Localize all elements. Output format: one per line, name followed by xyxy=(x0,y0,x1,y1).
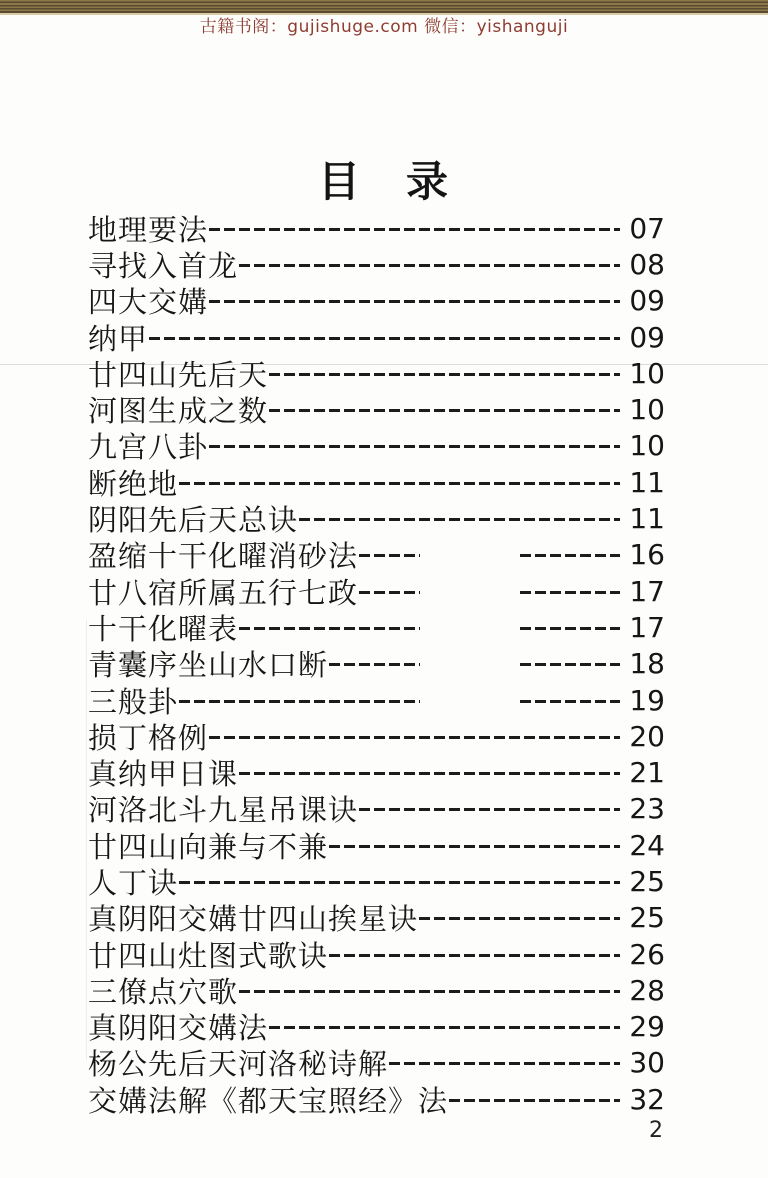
toc-entry-page: 07 xyxy=(629,211,665,245)
toc-entry-page: 11 xyxy=(629,465,665,499)
dash-leader xyxy=(179,482,620,485)
toc-entry-title: 河洛北斗九星吊课诀 xyxy=(88,793,359,828)
dash-leader xyxy=(209,300,620,303)
toc-row xyxy=(88,609,665,645)
toc-entry-page: 18 xyxy=(629,647,665,681)
toc-entry-page: 09 xyxy=(629,320,665,354)
dash-leader xyxy=(209,228,620,231)
leader-fade-gap xyxy=(421,591,519,592)
toc-list xyxy=(88,210,665,1117)
toc-entry-page: 08 xyxy=(629,247,665,281)
leader-fade-gap xyxy=(421,627,519,628)
dash-leader xyxy=(520,663,620,666)
dash-leader xyxy=(449,1099,620,1102)
dash-leader xyxy=(520,554,620,557)
toc-row xyxy=(88,718,665,754)
toc-row xyxy=(88,537,665,573)
page-title: 目 录 xyxy=(317,157,450,206)
dash-leader xyxy=(329,663,420,666)
site-watermark: 古籍书阁：gujishuge.com 微信：yishanguji xyxy=(199,17,569,37)
toc-entry-title: 廿四山向兼与不兼 xyxy=(88,829,329,864)
toc-entry-title: 寻找入首龙 xyxy=(88,248,239,283)
toc-entry-title: 四大交媾 xyxy=(88,285,209,320)
toc-row xyxy=(88,391,665,427)
dash-leader xyxy=(329,845,620,848)
dash-leader xyxy=(239,772,620,775)
toc-entry-title: 三僚点穴歌 xyxy=(88,974,239,1009)
toc-row xyxy=(88,1081,665,1117)
toc-entry-page: 29 xyxy=(629,1010,665,1044)
toc-row xyxy=(88,500,665,536)
toc-row xyxy=(88,791,665,827)
dash-leader xyxy=(239,990,620,993)
toc-row xyxy=(88,646,665,682)
toc-entry-title: 杨公先后天河洛秘诗解 xyxy=(88,1047,389,1082)
toc-entry-page: 20 xyxy=(629,719,665,753)
toc-entry-page: 17 xyxy=(629,610,665,644)
leader-fade-gap xyxy=(421,700,519,701)
dash-leader xyxy=(359,554,420,557)
dash-leader xyxy=(269,1026,620,1029)
toc-entry-page: 32 xyxy=(629,1082,665,1116)
dash-leader xyxy=(520,591,620,594)
toc-entry-title: 断绝地 xyxy=(88,466,179,501)
toc-entry-title: 三般卦 xyxy=(88,684,179,719)
toc-entry-page: 16 xyxy=(629,538,665,572)
toc-row xyxy=(88,319,665,355)
toc-entry-page: 30 xyxy=(629,1046,665,1080)
scan-artifact-vline xyxy=(86,620,87,1060)
toc-entry-title: 真纳甲日课 xyxy=(88,757,239,792)
toc-entry-page: 26 xyxy=(629,937,665,971)
toc-entry-title: 廿四山先后天 xyxy=(88,357,269,392)
leader-fade-gap xyxy=(421,663,519,664)
dash-leader xyxy=(359,808,620,811)
toc-entry-title: 河图生成之数 xyxy=(88,394,269,429)
toc-row xyxy=(88,972,665,1008)
toc-entry-title: 人丁诀 xyxy=(88,866,179,900)
toc-row xyxy=(88,355,665,391)
toc-entry-page: 25 xyxy=(629,864,665,898)
toc-entry-title: 青囊序坐山水口断 xyxy=(88,648,329,683)
toc-entry-title: 地理要法 xyxy=(88,212,209,247)
dash-leader xyxy=(359,591,420,594)
toc-entry-page: 28 xyxy=(629,973,665,1007)
dash-leader xyxy=(209,736,620,739)
toc-row xyxy=(88,827,665,863)
toc-entry-page: 09 xyxy=(629,284,665,318)
dash-leader xyxy=(520,700,620,703)
toc-entry-title: 交媾法解《都天宝照经》法 xyxy=(88,1083,449,1118)
toc-row xyxy=(88,210,665,246)
toc-row xyxy=(88,428,665,464)
dash-leader xyxy=(329,954,620,957)
toc-entry-title: 真阴阳交媾廿四山挨星诀 xyxy=(88,902,419,937)
dash-leader xyxy=(179,700,420,703)
dash-leader xyxy=(239,627,420,630)
toc-entry-page: 10 xyxy=(629,356,665,390)
toc-row xyxy=(88,283,665,319)
dash-leader xyxy=(239,264,620,267)
toc-row xyxy=(88,682,665,718)
toc-row xyxy=(88,863,665,899)
toc-entry-page: 19 xyxy=(629,683,665,717)
toc-entry-title: 盈缩十干化曜消砂法 xyxy=(88,539,359,574)
toc-row xyxy=(88,464,665,500)
toc-entry-page: 23 xyxy=(629,792,665,826)
toc-row xyxy=(88,573,665,609)
toc-entry-title: 损丁格例 xyxy=(88,720,209,755)
toc-entry-title: 九宫八卦 xyxy=(88,430,209,465)
toc-entry-title: 廿四山灶图式歌诀 xyxy=(88,938,329,973)
toc-entry-page: 17 xyxy=(629,574,665,608)
dash-leader xyxy=(389,1062,620,1065)
page-number: 2 xyxy=(649,1118,663,1143)
toc-entry-title: 真阴阳交媾法 xyxy=(88,1011,269,1046)
toc-entry-page: 21 xyxy=(629,756,665,790)
toc-entry-page: 10 xyxy=(629,429,665,463)
toc-entry-page: 11 xyxy=(629,502,665,536)
toc-row xyxy=(88,936,665,972)
toc-entry-page: 25 xyxy=(629,901,665,935)
toc-row xyxy=(88,754,665,790)
toc-row xyxy=(88,1009,665,1045)
toc-entry-title: 十干化曜表 xyxy=(88,611,239,646)
toc-row xyxy=(88,900,665,936)
toc-entry-page: 24 xyxy=(629,828,665,862)
toc-entry-page: 10 xyxy=(629,393,665,427)
dash-leader xyxy=(209,445,620,448)
dash-leader xyxy=(149,337,620,340)
toc-entry-title: 廿八宿所属五行七政 xyxy=(88,575,359,610)
dash-leader xyxy=(269,373,620,376)
dash-leader xyxy=(179,881,620,884)
toc-row xyxy=(88,246,665,282)
toc-entry-title: 阴阳先后天总诀 xyxy=(88,503,299,538)
dash-leader xyxy=(520,627,620,630)
leader-fade-gap xyxy=(421,554,519,555)
dash-leader xyxy=(299,518,620,521)
toc-row xyxy=(88,1045,665,1081)
dash-leader xyxy=(419,917,620,920)
dash-leader xyxy=(269,409,620,412)
toc-entry-title: 纳甲 xyxy=(88,321,149,356)
